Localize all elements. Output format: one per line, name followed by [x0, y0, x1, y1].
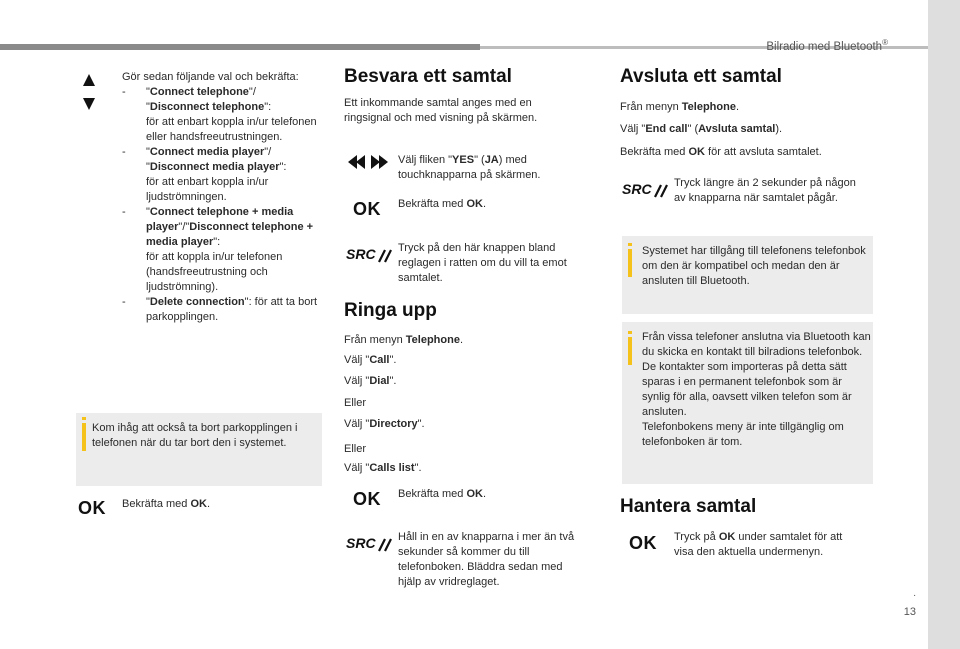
list-item: - "Connect telephone"/ "Disconnect telephone": för att enbart koppla in/ur telefonen eller handsfreeutrustningen. — [122, 86, 317, 143]
section-title: Bilradio med Bluetooth® — [766, 38, 888, 53]
end-press-text: Tryck längre än 2 sekunder på någon av knapparna när samtalet pågår. — [674, 177, 856, 204]
answer-step-tab: Välj fliken "YES" (JA) med touchknapparna på skärmen. — [398, 154, 541, 181]
call-choose-dial: Välj "Dial". — [344, 375, 397, 387]
heading-answer-call: Besvara ett samtal — [344, 66, 512, 87]
manage-text: Tryck på OK under samtalet för att visa den aktuella undermenyn. — [674, 531, 843, 558]
heading-end-call: Avsluta ett samtal — [620, 66, 782, 87]
info-text: Systemet har tillgång till telefonens telefonbok om den är kompatibel och medan den är ansluten till Bluetooth. — [642, 245, 866, 287]
info-text: Kom ihåg att också ta bort parkopplingen i telefonen när du tar bort den i systemet. — [92, 422, 298, 449]
header-rule-dark — [0, 44, 480, 50]
arrows-left-right-icon — [348, 154, 388, 175]
heading-make-call: Ringa upp — [344, 300, 437, 321]
info-box — [622, 322, 873, 484]
confirm-text: Bekräfta med OK. — [122, 498, 211, 510]
call-or-1: Eller — [344, 397, 367, 409]
answer-intro: Ett inkommande samtal anges med en ringsignal och med visning på skärmen. — [344, 97, 538, 124]
call-or-2: Eller — [344, 443, 367, 455]
list-item: - "Delete connection": för att ta bort parkopplingen. — [122, 296, 318, 323]
end-confirm: Bekräfta med OK för att avsluta samtalet. — [620, 146, 822, 158]
page-side-strip — [928, 0, 960, 649]
info-icon — [628, 249, 632, 277]
call-from-menu: Från menyn Telephone. — [344, 334, 464, 346]
call-choose-directory: Välj "Directory". — [344, 418, 425, 430]
end-from-menu: Från menyn Telephone. — [620, 101, 740, 113]
ok-button-icon: OK — [629, 533, 657, 553]
src-phone-button-icon: SRC — [346, 246, 394, 263]
answer-step-src: Tryck på den här knappen bland reglagen i ratten om du vill ta emot samtalet. — [398, 242, 567, 284]
info-icon — [628, 337, 632, 365]
arrow-up-down-icon — [82, 74, 100, 117]
info-text: Från vissa telefoner anslutna via Bluetooth kan du skicka en kontakt till bilradions telefonbok. De kontakter som importeras på detta sätt sparas i en permanent telefonbok som är synlig för alla, oavsett vilken telefon som är ansluten. Telefonbokens meny är inte tillgänglig om telefonboken är tom. — [642, 331, 871, 448]
call-confirm: Bekräfta med OK. — [398, 488, 487, 500]
ok-button-icon: OK — [78, 498, 106, 518]
page-number: 13 — [903, 606, 916, 618]
src-phone-button-icon: SRC — [622, 181, 670, 198]
options-intro: Gör sedan följande val och bekräfta: — [122, 71, 299, 83]
connection-options — [122, 70, 322, 325]
end-choose: Välj "End call" (Avsluta samtal). — [620, 123, 783, 135]
page-marker: . — [913, 588, 916, 599]
call-hold-text: Håll in en av knapparna i mer än två sekunder så kommer du till telefonboken. Bläddra sedan med hjälp av vridreglaget. — [398, 531, 575, 588]
ok-button-icon: OK — [353, 199, 381, 219]
answer-step-confirm: Bekräfta med OK. — [398, 198, 487, 210]
ok-button-icon: OK — [353, 489, 381, 509]
call-choose-calls-list: Välj "Calls list". — [344, 462, 422, 474]
info-box — [76, 413, 322, 486]
info-icon — [82, 423, 86, 451]
list-item: - "Connect telephone + media player"/"Disconnect telephone + media player": för att koppla in/ur telefonen (handsfreeutrustning och ljudströmning). — [122, 206, 314, 293]
call-choose-call: Välj "Call". — [344, 354, 397, 366]
info-box — [622, 236, 873, 314]
list-item: - "Connect media player"/ "Disconnect media player": för att enbart koppla in/ur ljudströmningen. — [122, 146, 287, 203]
src-phone-button-icon: SRC — [346, 535, 394, 552]
heading-manage-calls: Hantera samtal — [620, 496, 757, 517]
